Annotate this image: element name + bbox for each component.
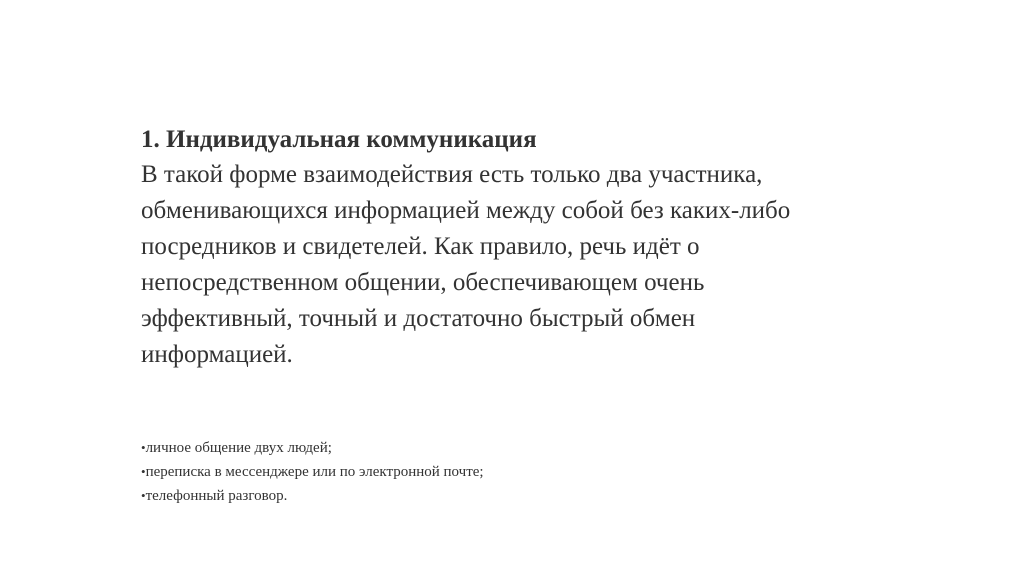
- paragraph-line: обменивающихся информацией между собой без каких-либо: [141, 197, 791, 224]
- bullet-marker: •: [141, 464, 146, 479]
- content-block: [141, 123, 941, 373]
- list-item: [141, 436, 484, 460]
- paragraph-line: В такой форме взаимодействия есть только два участника,: [141, 161, 763, 188]
- bullet-text: телефонный разговор.: [145, 488, 288, 504]
- paragraph-line: посредников и свидетелей. Как правило, речь идёт о: [141, 233, 700, 260]
- bullet-list: [141, 436, 484, 508]
- paragraph-line: информацией.: [141, 341, 293, 368]
- bullet-text: переписка в мессенджере или по электронной почте;: [145, 464, 484, 480]
- bullet-marker: •: [141, 440, 146, 455]
- list-item: [141, 460, 484, 484]
- list-item: [141, 484, 484, 508]
- bullet-text: личное общение двух людей;: [145, 440, 332, 456]
- description-paragraph: [141, 157, 941, 373]
- section-heading: 1. Индивидуальная коммуникация: [141, 126, 537, 153]
- paragraph-line: эффективный, точный и достаточно быстрый обмен: [141, 305, 696, 332]
- paragraph-line: непосредственном общении, обеспечивающем очень: [141, 269, 705, 296]
- bullet-marker: •: [141, 488, 146, 503]
